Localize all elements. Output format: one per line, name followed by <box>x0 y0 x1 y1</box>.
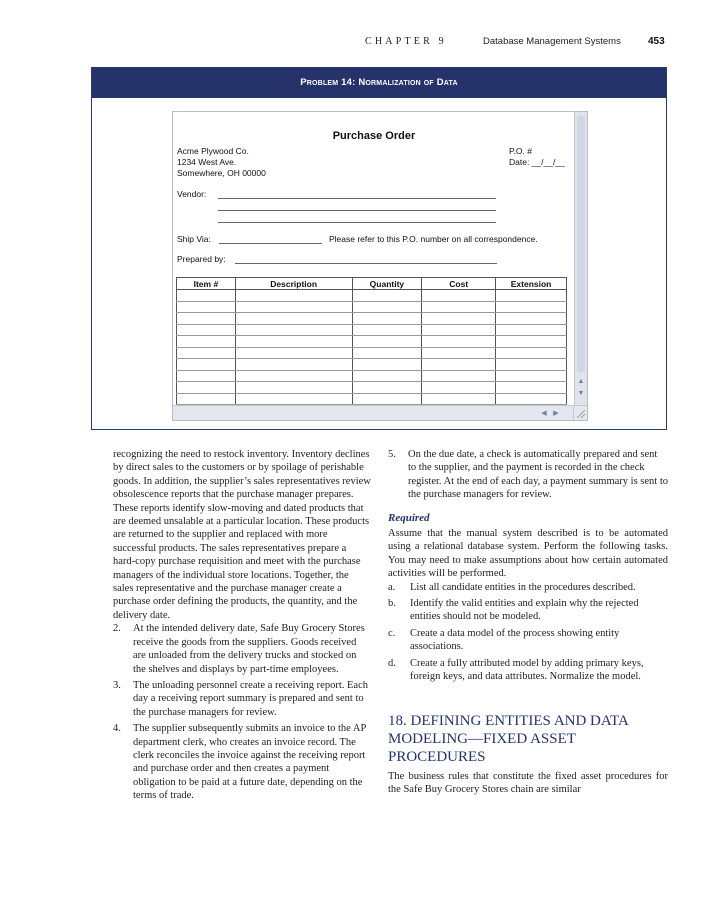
chapter-label: CHAPTER 9 <box>365 36 447 47</box>
vendor-line-1 <box>218 198 496 199</box>
step-number: 3. <box>113 679 121 691</box>
table-row <box>177 359 567 371</box>
scroll-left-arrow-icon[interactable]: ◀ <box>541 409 547 417</box>
step-number: 2. <box>113 623 121 635</box>
scroll-up-arrow-icon[interactable]: ▲ <box>577 377 585 385</box>
company-street: 1234 West Ave. <box>177 157 237 167</box>
list-item <box>388 581 668 594</box>
table-row <box>177 313 567 325</box>
list-item <box>113 622 371 676</box>
table-row <box>177 382 567 394</box>
step-text: At the intended delivery date, Safe Buy Grocery Stores receive the goods from the suppliers. Goods received are unloaded from the delivery trucks and stocked on the shelves and displays by part-time employees. <box>133 623 365 675</box>
list-item <box>388 448 668 502</box>
step-text: On the due date, a check is automatically prepared and sent to the supplier, and the payment is recorded in the check register. At the end of each day, a payment summary is sent to the purchase managers for review. <box>408 449 668 501</box>
right-text-column <box>388 448 668 796</box>
chapter-title: Database Management Systems <box>483 36 621 47</box>
ship-via-label: Ship Via: <box>177 234 211 244</box>
company-name: Acme Plywood Co. <box>177 146 249 156</box>
required-tasks <box>388 581 668 684</box>
table-row <box>177 336 567 348</box>
vendor-line-2 <box>218 210 496 211</box>
table-row <box>177 393 567 405</box>
column-header: Description <box>235 278 352 290</box>
page-number: 453 <box>648 36 665 47</box>
scroll-thumb[interactable] <box>577 115 585 373</box>
scroll-right-arrow-icon[interactable]: ▶ <box>553 409 559 417</box>
task-letter: d. <box>388 657 396 669</box>
step-text: The unloading personnel create a receiving report. Each day a receiving report summary is prepared and sent to the purchase managers for review. <box>133 679 368 718</box>
section-paragraph: The business rules that constitute the fixed asset procedures for the Safe Buy Grocery Stores chain are similar <box>388 770 668 795</box>
task-text: List all candidate entities in the procedures described. <box>410 581 636 593</box>
table-row <box>177 301 567 313</box>
horizontal-scrollbar[interactable] <box>173 405 575 420</box>
list-item <box>113 679 371 719</box>
task-letter: c. <box>388 627 396 639</box>
reference-note: Please refer to this P.O. number on all correspondence. <box>329 234 538 244</box>
purchase-order-window <box>172 111 588 421</box>
left-text-column <box>113 448 371 806</box>
line-items-table <box>176 277 567 405</box>
table-header-row <box>177 278 567 290</box>
prepared-by-line <box>235 263 497 264</box>
task-letter: b. <box>388 598 396 610</box>
step-number: 5. <box>388 449 396 460</box>
problem-figure <box>91 67 667 430</box>
running-header <box>0 36 719 50</box>
purchase-order-form <box>173 112 575 406</box>
vertical-scrollbar[interactable] <box>574 112 587 406</box>
scroll-down-arrow-icon[interactable]: ▼ <box>577 389 585 397</box>
table-row <box>177 347 567 359</box>
required-intro: Assume that the manual system described is to be automated using a relational database system. Perform the following tasks. You may need to make assumptions about how certain automated activities will be performed. <box>388 528 668 580</box>
date-label: Date: __/__/__ <box>509 157 565 167</box>
column-header: Item # <box>177 278 236 290</box>
problem-banner: Problem 14: Normalization of Data <box>92 68 666 98</box>
resize-grip-icon[interactable] <box>573 405 587 420</box>
procedure-steps-continued <box>388 448 668 502</box>
table-row <box>177 290 567 302</box>
procedure-steps <box>113 622 371 802</box>
list-item <box>113 722 371 802</box>
step-number: 4. <box>113 723 121 735</box>
task-letter: a. <box>388 581 396 593</box>
task-text: Identify the valid entities and explain why the rejected entities should not be modeled. <box>410 598 639 623</box>
column-header: Quantity <box>352 278 422 290</box>
continuation-paragraph: recognizing the need to restock inventory. Inventory declines by direct sales to the customers or by spoilage of perishable goods. In addition, the supplier’s sales representatives review obsolescence reports that the purchase manager prepares. These reports identify slow-moving and dated products that are deemed unsalable at a particular location. These products are returned to the supplier and replaced with more successful products. The sales representatives prepare a hard-copy purchase requisition and meet with the purchase managers of the individual store locations. Together, the sales representative and the purchase manager create a purchase order defining the products, the quantity, and the delivery date. <box>113 449 371 621</box>
required-heading: Required <box>388 511 430 524</box>
list-item <box>388 657 668 684</box>
column-header: Extension <box>496 278 567 290</box>
task-text: Create a fully attributed model by adding primary keys, foreign keys, and data attributes. Normalize the model. <box>410 657 644 683</box>
section-heading: 18. DEFINING ENTITIES AND DATA MODELING—FIXED ASSET PROCEDURES <box>388 712 629 765</box>
prepared-by-label: Prepared by: <box>177 254 226 264</box>
company-city: Somewhere, OH 00000 <box>177 168 266 178</box>
step-text: The supplier subsequently submits an invoice to the AP department clerk, who creates an invoice record. The clerk reconciles the invoice against the receiving report and purchase order and then creates a payment obligation to be paid at a future date, depending on the terms of trade. <box>133 723 366 802</box>
po-title: Purchase Order <box>332 130 416 142</box>
task-text: Create a data model of the process showing entity associations. <box>410 627 620 653</box>
list-item <box>388 627 668 654</box>
list-item <box>388 597 668 624</box>
vendor-line-3 <box>218 222 496 223</box>
vendor-label: Vendor: <box>177 189 207 199</box>
po-number-label: P.O. # <box>509 146 532 156</box>
table-row <box>177 324 567 336</box>
ship-via-line <box>219 243 322 244</box>
column-header: Cost <box>422 278 496 290</box>
table-row <box>177 370 567 382</box>
